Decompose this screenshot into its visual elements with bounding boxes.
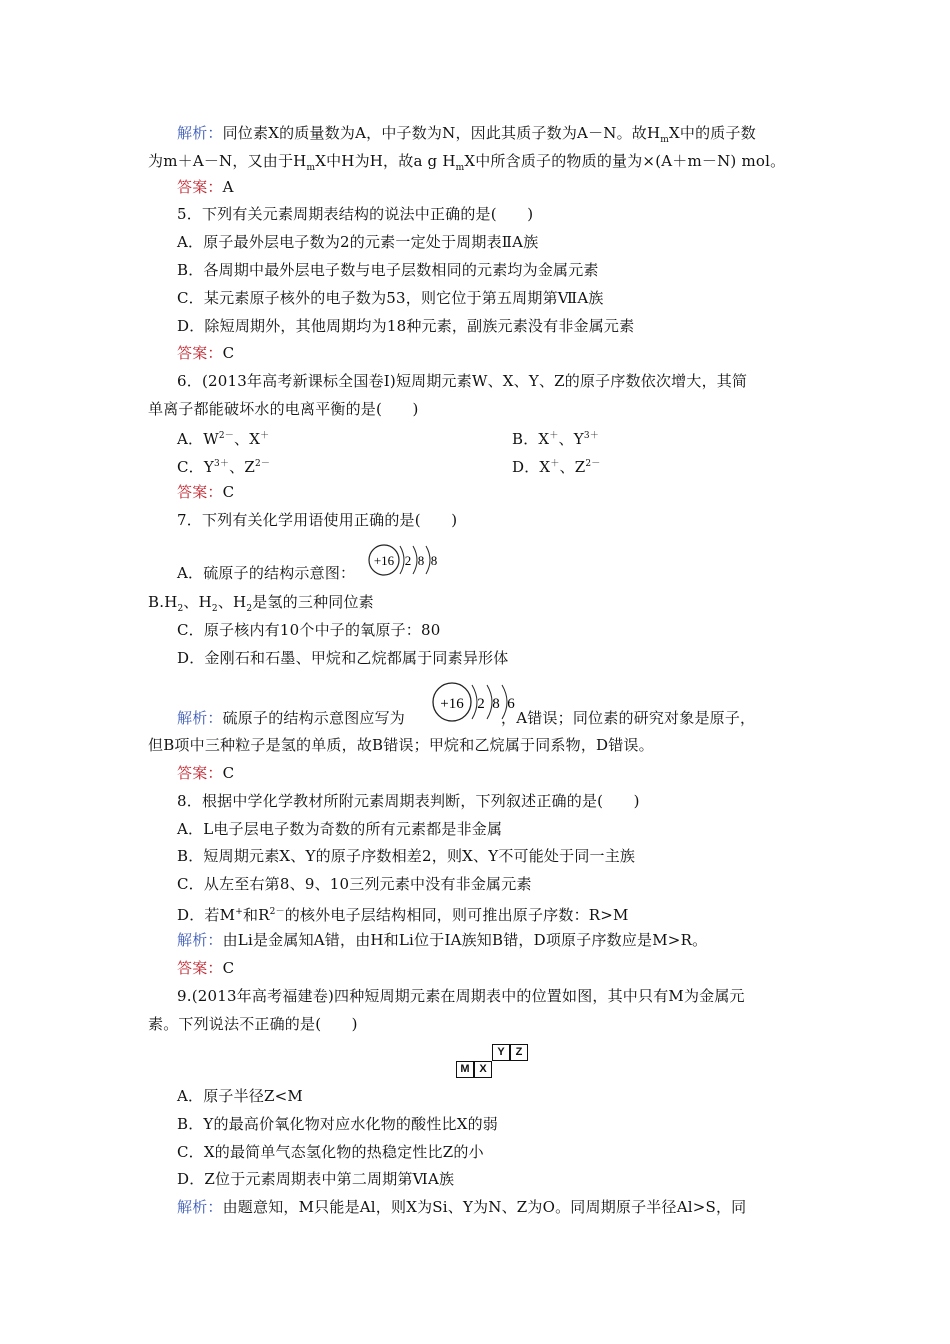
element-cell-x: X [474, 1061, 492, 1078]
answer-label: 答案： [177, 959, 223, 977]
question-6-cont: 单离子都能破坏水的电离平衡的是( ) [148, 400, 419, 418]
option-b: B．短周期元素X、Y的原子序数相差2，则X、Y不可能处于同一主族 [177, 847, 636, 865]
option-d: D．金刚石和石墨、甲烷和乙烷都属于同素异形体 [177, 649, 509, 667]
option-b: B．X＋、$Y^{3+}$ [512, 430, 599, 448]
option-c: C．$Y^{3+}$、$Z^{2-}$ [177, 458, 271, 476]
shell-electrons: 8 [430, 553, 438, 568]
shell-arc [400, 546, 404, 574]
option-d: D．X＋、$Z^{2-}$ [512, 458, 601, 476]
option-a: A．L电子层电子数为奇数的所有元素都是非金属 [177, 820, 503, 838]
explanation-line: 为m＋A－N，又由于$H_mX$中H为H，故a g $H_mX$中所含质子的物质的量为×(A＋m－N) mol。 [148, 152, 786, 173]
explanation-line: 解析：由题意知，M只能是Al，则X为Si、Y为N、Z为O。同周期原子半径Al>S，同 [177, 1198, 747, 1216]
explanation-label: 解析： [177, 124, 223, 142]
shell-electrons: 2 [404, 553, 412, 568]
question-6: 6．(2013年高考新课标全国卷Ⅰ)短周期元素W、X、Y、Z的原子序数依次增大，其简 [177, 372, 748, 390]
option-b: $B.H_2$、$H_2$、$H_2$是氢的三种同位素 [148, 593, 374, 614]
option-b: B．各周期中最外层电子数与电子层数相同的元素均为金属元素 [177, 261, 599, 279]
shell-arc [487, 685, 492, 719]
option-c: C．原子核内有10个中子的氧原子：80 [177, 621, 441, 639]
shell-arc [472, 685, 477, 719]
answer-value: C [222, 764, 235, 782]
answer-value: C [222, 344, 235, 362]
option-d: D．除短周期外，其他周期均为18种元素，副族元素没有非金属元素 [177, 317, 635, 335]
option-b: B．Y的最高价氧化物对应水化物的酸性比X的弱 [177, 1115, 499, 1133]
explanation-line: 解析：硫原子的结构示意图应写为 ，A错误；同位素的研究对象是原子， [177, 709, 756, 727]
option-a: A．原子半径Z<M [177, 1087, 303, 1105]
shell-arc [502, 685, 507, 719]
explanation-label: 解析： [177, 709, 223, 727]
answer-label: 答案： [177, 764, 223, 782]
option-a: A．硫原子的结构示意图： [177, 564, 356, 582]
nucleus-charge: +16 [440, 696, 464, 712]
shell-arc [413, 546, 417, 574]
explanation-line: 解析：由Li是金属知A错，由H和Li位于ⅠA族知B错，D项原子序数应是M>R。 [177, 931, 708, 949]
option-a: A．原子最外层电子数为2的元素一定处于周期表ⅡA族 [177, 233, 539, 251]
shell-electrons: 2 [477, 696, 485, 712]
shell-arc [426, 546, 430, 574]
question-8: 8．根据中学化学教材所附元素周期表判断，下列叙述正确的是( ) [177, 792, 640, 810]
question-5: 5．下列有关元素周期表结构的说法中正确的是( ) [177, 205, 534, 223]
question-9-cont: 素。下列说法不正确的是( ) [148, 1015, 358, 1033]
element-cell-z: Z [510, 1044, 528, 1061]
explanation-line: 解析：同位素X的质量数为A，中子数为N，因此其质子数为A－N。故$H_mX$中的质子数 [177, 124, 756, 145]
question-7: 7．下列有关化学用语使用正确的是( ) [177, 511, 458, 529]
option-d: D．Z位于元素周期表中第二周期第ⅥA族 [177, 1170, 455, 1188]
answer-value: A [222, 178, 234, 196]
explanation-label: 解析： [177, 1198, 223, 1216]
explanation-line: 但B项中三种粒子是氢的单质，故B错误；甲烷和乙烷属于同系物，D错误。 [148, 736, 654, 754]
answer-line [177, 956, 234, 980]
sulfur-atom-diagram-wrong [368, 541, 448, 579]
answer-line [177, 175, 234, 199]
answer-label: 答案： [177, 483, 223, 501]
option-c: C．某元素原子核外的电子数为53，则它位于第五周期第ⅦA族 [177, 289, 604, 307]
shell-electrons: 8 [492, 696, 500, 712]
option-d: D．若M+和$R^{2-}$的核外电子层结构相同，则可推出原子序数：R>M [177, 906, 629, 924]
option-a: A．$W^{2-}$、X＋ [177, 430, 270, 448]
nucleus-charge: +16 [373, 553, 395, 568]
option-c: C．X的最简单气态氢化物的热稳定性比Z的小 [177, 1143, 484, 1161]
element-cell-y: Y [492, 1044, 510, 1061]
answer-value: C [222, 959, 235, 977]
answer-label: 答案： [177, 344, 223, 362]
explanation-label: 解析： [177, 931, 223, 949]
element-cell-m: M [456, 1061, 474, 1078]
answer-label: 答案： [177, 178, 223, 196]
answer-line [177, 480, 234, 504]
shell-electrons: 6 [507, 696, 515, 712]
answer-line [177, 341, 234, 365]
sulfur-atom-diagram-correct [431, 680, 525, 724]
shell-electrons: 8 [417, 553, 425, 568]
answer-value: C [222, 483, 235, 501]
answer-line [177, 761, 234, 785]
question-9: 9.(2013年高考福建卷)四种短周期元素在周期表中的位置如图，其中只有M为金属元 [177, 987, 745, 1005]
option-c: C．从左至右第8、9、10三列元素中没有非金属元素 [177, 875, 532, 893]
periodic-table-fragment [455, 1044, 531, 1080]
